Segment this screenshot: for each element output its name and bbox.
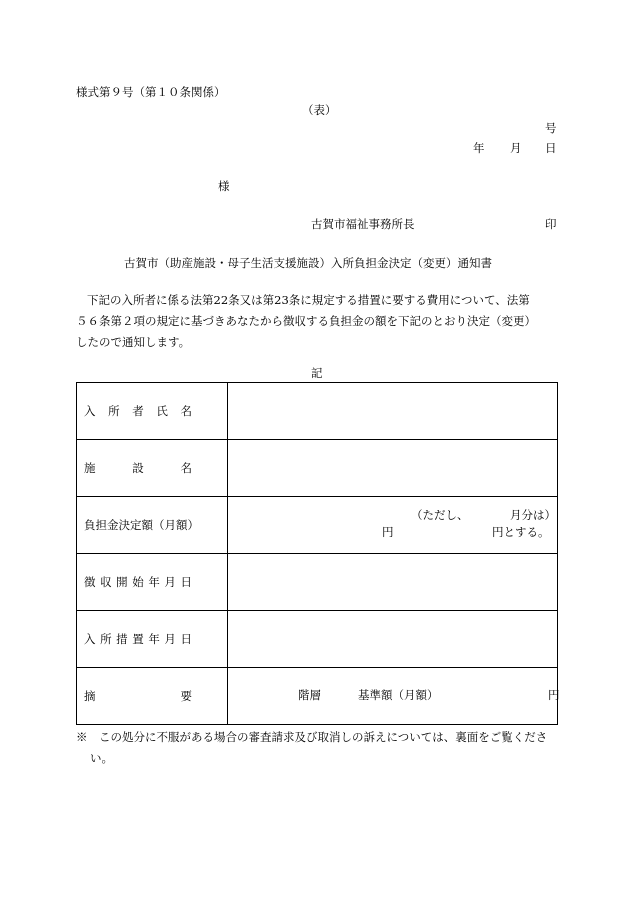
body-line: 下記の入所者に係る法第22条又は第23条に規定する措置に要する費用について、法第 bbox=[87, 293, 530, 307]
label-resident-name bbox=[77, 383, 228, 440]
seal-mark: 印 bbox=[545, 217, 557, 231]
table-row bbox=[77, 383, 558, 440]
label-char: 入 bbox=[84, 632, 96, 646]
remarks-yen-label: 円 bbox=[548, 688, 560, 702]
form-number: 様式第９号（第１０条関係） bbox=[76, 85, 226, 99]
proviso-open: （ただし、 bbox=[411, 508, 469, 522]
body-line: ５６条第２項の規定に基づきあなたから徴収する負担金の額を下記のとおり決定（変更） bbox=[76, 314, 536, 328]
label-char: 所 bbox=[108, 404, 120, 418]
table-row bbox=[77, 611, 558, 668]
proviso-month: 月分は） bbox=[510, 508, 556, 522]
document-number-label: 号 bbox=[545, 121, 557, 135]
label-char: 日 bbox=[180, 575, 192, 589]
ki-heading: 記 bbox=[311, 366, 323, 380]
label-char: 者 bbox=[132, 404, 144, 418]
yen-final-label: 円とする。 bbox=[492, 525, 550, 539]
label-char: 月 bbox=[164, 632, 176, 646]
appeal-note bbox=[76, 727, 561, 769]
label-char: 開 bbox=[116, 575, 128, 589]
value-burden-amount[interactable] bbox=[228, 497, 558, 554]
label-text: 負担金決定額（月額） bbox=[84, 518, 199, 532]
body-text bbox=[76, 290, 558, 353]
label-char: 日 bbox=[180, 632, 192, 646]
label-collection-start-date bbox=[77, 554, 228, 611]
label-char: 名 bbox=[180, 404, 192, 418]
label-char: 氏 bbox=[156, 404, 168, 418]
label-char: 年 bbox=[148, 632, 160, 646]
label-char: 名 bbox=[180, 461, 192, 475]
label-char: 徴 bbox=[84, 575, 96, 589]
table-row bbox=[77, 497, 558, 554]
date-year-label: 年 bbox=[473, 141, 485, 155]
notice-table bbox=[76, 382, 558, 725]
date-month-label: 月 bbox=[510, 141, 522, 155]
value-collection-start-date[interactable] bbox=[228, 554, 558, 611]
addressee-suffix: 様 bbox=[218, 179, 230, 193]
value-facility-name[interactable] bbox=[228, 440, 558, 497]
label-char: 摘 bbox=[84, 689, 96, 703]
base-amount-label: 基準額（月額） bbox=[358, 688, 439, 702]
issuer-name: 古賀市福祉事務所長 bbox=[311, 217, 415, 231]
table-row bbox=[77, 668, 558, 725]
label-remarks bbox=[77, 668, 228, 725]
value-remarks[interactable] bbox=[228, 668, 558, 725]
label-burden-amount bbox=[77, 497, 228, 554]
tier-label: 階層 bbox=[298, 688, 321, 702]
label-char: 施 bbox=[84, 461, 96, 475]
label-admission-date bbox=[77, 611, 228, 668]
side-label: （表） bbox=[302, 103, 337, 117]
label-char: 始 bbox=[132, 575, 144, 589]
label-facility-name bbox=[77, 440, 228, 497]
label-char: 措 bbox=[116, 632, 128, 646]
body-line: したので通知します。 bbox=[76, 335, 191, 349]
value-admission-date[interactable] bbox=[228, 611, 558, 668]
label-char: 収 bbox=[100, 575, 112, 589]
label-char: 所 bbox=[100, 632, 112, 646]
appeal-note-text: ※ この処分に不服がある場合の審査請求及び取消しの訴えについては、裏面をご覧ください。 bbox=[76, 730, 548, 765]
label-char: 設 bbox=[132, 461, 144, 475]
date-day-label: 日 bbox=[545, 141, 557, 155]
document-title: 古賀市（助産施設・母子生活支援施設）入所負担金決定（変更）通知書 bbox=[124, 256, 492, 270]
label-char: 年 bbox=[148, 575, 160, 589]
table-row bbox=[77, 440, 558, 497]
value-resident-name[interactable] bbox=[228, 383, 558, 440]
table-row bbox=[77, 554, 558, 611]
label-char: 置 bbox=[132, 632, 144, 646]
yen-label: 円 bbox=[382, 525, 394, 539]
label-char: 月 bbox=[164, 575, 176, 589]
label-char: 要 bbox=[180, 689, 192, 703]
label-char: 入 bbox=[84, 404, 96, 418]
